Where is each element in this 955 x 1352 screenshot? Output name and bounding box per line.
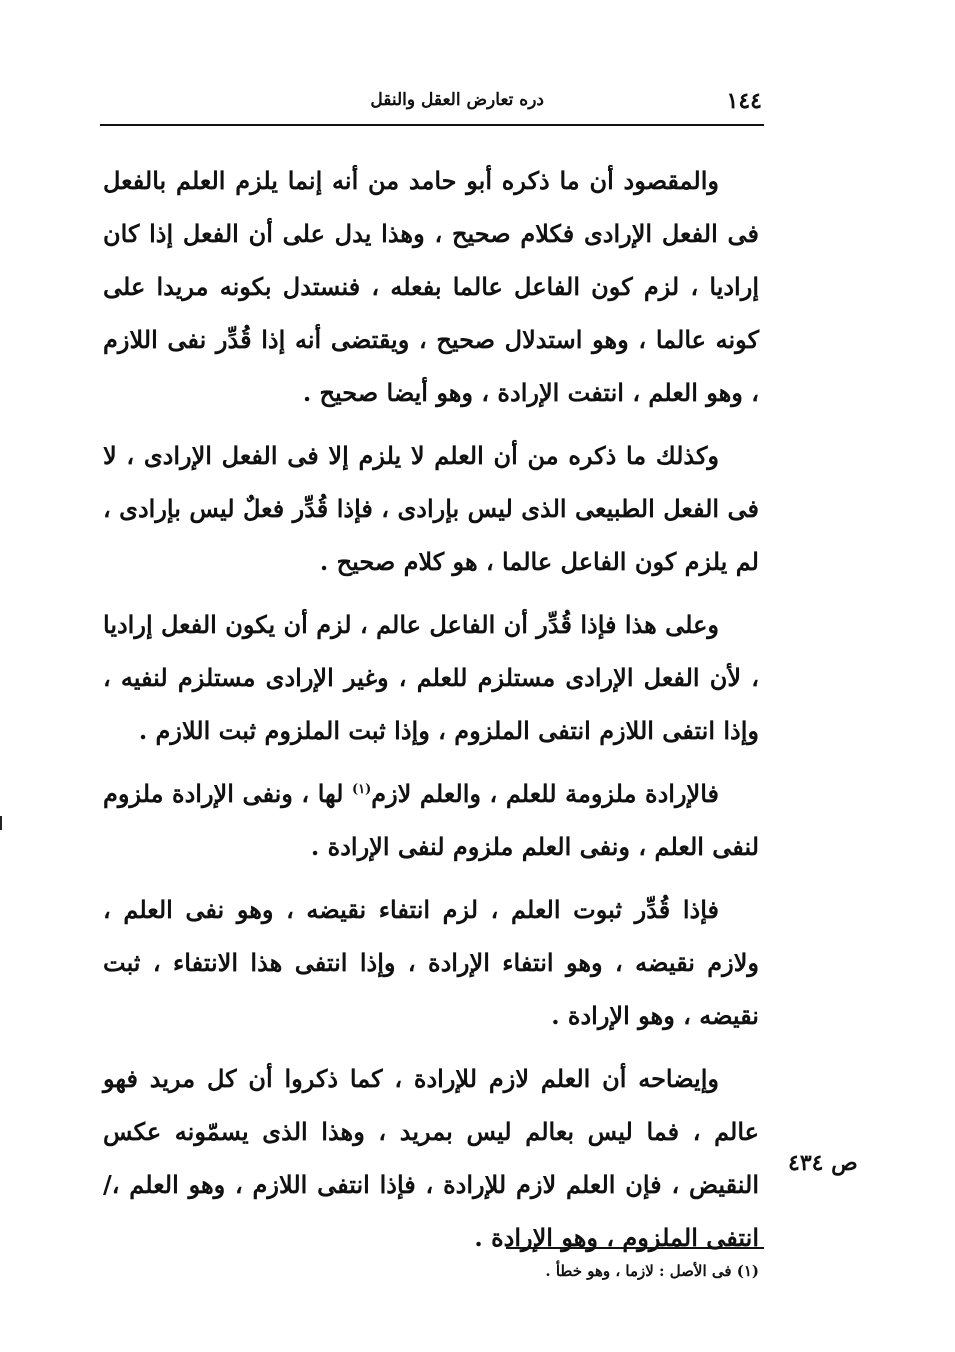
paragraph-6: وإيضاحه أن العلم لازم للإرادة ، كما ذكروا أن كل مريد فهو عالم ، فما ليس بعالم ليس بمريد ، وهذا الذى يسمّونه عكس النقيض ، فإن العلم لازم للإرادة ، فإذا انتفى اللازم ، وهو العلم ،/انتفى الملزوم ، وهو الإرادة . [103, 1064, 759, 1252]
paragraph-4-text-after: لها ، ونفى الإرادة ملزوم لنفى العلم ، ونفى العلم ملزوم لنفى الإرادة . [103, 779, 759, 861]
main-text [103, 154, 759, 1274]
paragraph-4 [103, 767, 759, 873]
footnote-reference: (١) [351, 782, 372, 797]
margin-page-reference: ص ٤٣٤ [788, 1150, 858, 1176]
header-rule [100, 124, 764, 126]
paragraph-3: وعلى هذا فإذا قُدِّر أن الفاعل عالم ، لزم أن يكون الفعل إراديا ، لأن الفعل الإرادى مستلزم للعلم ، وغير الإرادى مستلزم لنفيه ، وإذا انتفى اللازم انتفى الملزوم ، وإذا ثبت الملزوم ثبت اللازم . [103, 610, 759, 745]
paragraph-4-text-before: فالإرادة ملزومة للعلم ، والعلم لازم [371, 779, 719, 808]
page-number: ١٤٤ [726, 88, 762, 114]
running-title: دره تعارض العقل والنقل [370, 90, 544, 110]
footnote-rule [506, 1247, 764, 1249]
footnote: (١) فى الأصل : لازما ، وهو خطأ . [545, 1262, 759, 1280]
page-header [100, 80, 764, 120]
paragraph-1: والمقصود أن ما ذكره أبو حامد من أنه إنما يلزم العلم بالفعل فى الفعل الإرادى فكلام صحيح ، وهذا يدل على أن الفعل إذا كان إراديا ، لزم كون الفاعل عالما بفعله ، فنستدل بكونه مريدا على كونه عالما ، وهو استدلال صحيح ، ويقتضى أنه إذا قُدِّر نفى اللازم ، وهو العلم ، انتفت الإرادة ، وهو أيضا صحيح . [103, 166, 759, 407]
paragraph-5: فإذا قُدِّر ثبوت العلم ، لزم انتفاء نقيضه ، وهو نفى العلم ، ولازم نقيضه ، وهو انتفاء الإرادة ، وإذا انتفى هذا الانتفاء ، ثبت نقيضه ، وهو الإرادة . [103, 895, 759, 1030]
edge-mark [0, 816, 8, 830]
paragraph-2: وكذلك ما ذكره من أن العلم لا يلزم إلا فى الفعل الإرادى ، لا فى الفعل الطبيعى الذى ليس بإرادى ، فإذا قُدِّر فعلٌ ليس بإرادى ، لم يلزم كون الفاعل عالما ، هو كلام صحيح . [103, 441, 759, 576]
